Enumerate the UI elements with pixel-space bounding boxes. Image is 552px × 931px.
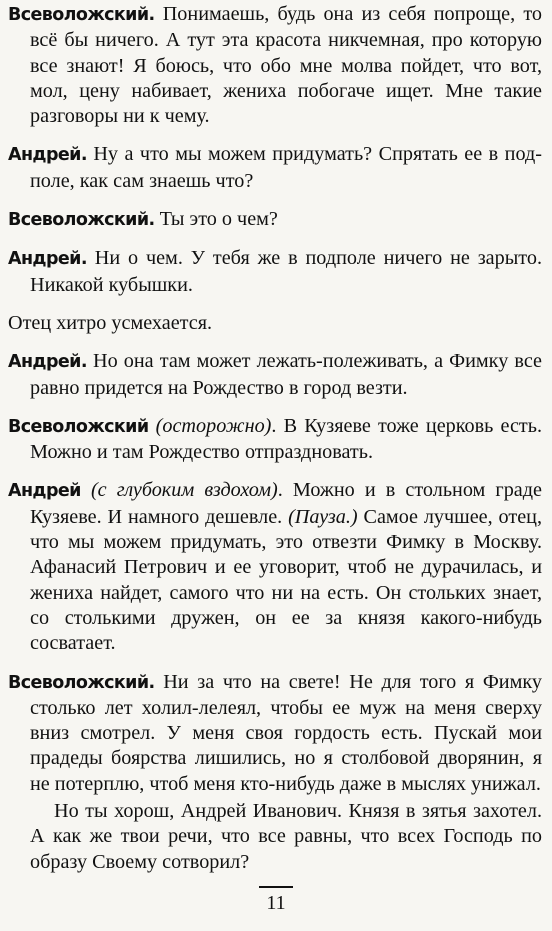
dialogue-line-7 — [8, 414, 542, 466]
line-text: Но ты хорош, Андрей Иванович. Князя в зятья захотел. А как же твои речи, что все равны, что всех Господь по образу Своему сотворил? — [30, 800, 542, 873]
line-text: Ну а что мы можем придумать? Спрятать ее в подполе, как сам знаешь что? — [30, 143, 542, 192]
line-text: Ни о чем. У тебя же в подполе ничего не зарыто. Никакой кубышки. — [30, 247, 542, 296]
dialogue-line-8 — [8, 478, 542, 656]
speaker-name: Всеволожский. — [8, 672, 155, 693]
stage-direction-text: Отец хитро усмехается. — [8, 311, 213, 334]
speaker-name: Всеволожский. — [8, 210, 155, 231]
line-text: Самое лучшее, отец, что мы можем придумать, это отвезти Фимку в Москву. Афанасий Петрович и ее уговорит, чтоб не дурачилась, и жениха найдет, самого что ни на есть. Он стольких знает, со столькими дружен, он ее за князя какого-нибудь сосватает. — [30, 505, 542, 655]
inline-direction: (с глубоким вздохом) — [90, 479, 278, 502]
speaker-name: Всеволожский. — [8, 5, 155, 25]
speaker-name: Всеволожский — [8, 416, 149, 437]
line-text: Но она там может лежать-полеживать, а Фимку все равно придется на Рождество в город везти. — [30, 350, 542, 399]
inline-direction: (осторожно) — [155, 414, 272, 437]
dialogue-line-1 — [8, 2, 542, 129]
line-text: Понимаешь, будь она из себя попроще, то всё бы ничего. А тут эта красота никчемная, про которую все знают! Я боюсь, что обо мне молва пойдет, что вот, мол, цену набивает, жениха побогаче ищет. Мне такие разговоры ни к чему. — [30, 3, 542, 128]
dialogue-line-2 — [8, 142, 542, 194]
dialogue-line-continuation — [8, 799, 542, 875]
inline-direction: (Пауза.) — [288, 505, 358, 528]
dialogue-line-4 — [8, 246, 542, 298]
page-footer — [0, 886, 552, 915]
dialogue-line-3 — [8, 207, 542, 233]
speaker-name: Андрей. — [8, 145, 87, 166]
line-text: . В Кузяеве тоже церковь есть. Можно и там Рождество отпраздновать. — [30, 414, 543, 464]
dialogue-line-9 — [8, 670, 542, 797]
speaker-name: Андрей. — [8, 249, 87, 270]
speaker-name: Андрей — [8, 481, 81, 502]
speaker-name: Андрей. — [8, 352, 87, 373]
stage-direction — [8, 311, 542, 336]
line-text: Ты это о чем? — [154, 208, 278, 231]
page-number: 11 — [266, 892, 286, 914]
line-text: . Можно и в стольном граде Кузяеве. И намного дешевле. — [30, 479, 542, 528]
line-text: Ни за что на свете! Не для того я Фимку столько лет холил-лелеял, чтобы ее муж на меня сверху вниз смотрел. У меня своя гордость есть. Пускай мои прадеды боярства лишились, но я столбовой дворянин, я не потерплю, чтоб меня кто-нибудь даже в мыслях унижал. — [30, 670, 542, 795]
dialogue-line-6 — [8, 349, 542, 401]
footer-rule — [259, 886, 293, 888]
